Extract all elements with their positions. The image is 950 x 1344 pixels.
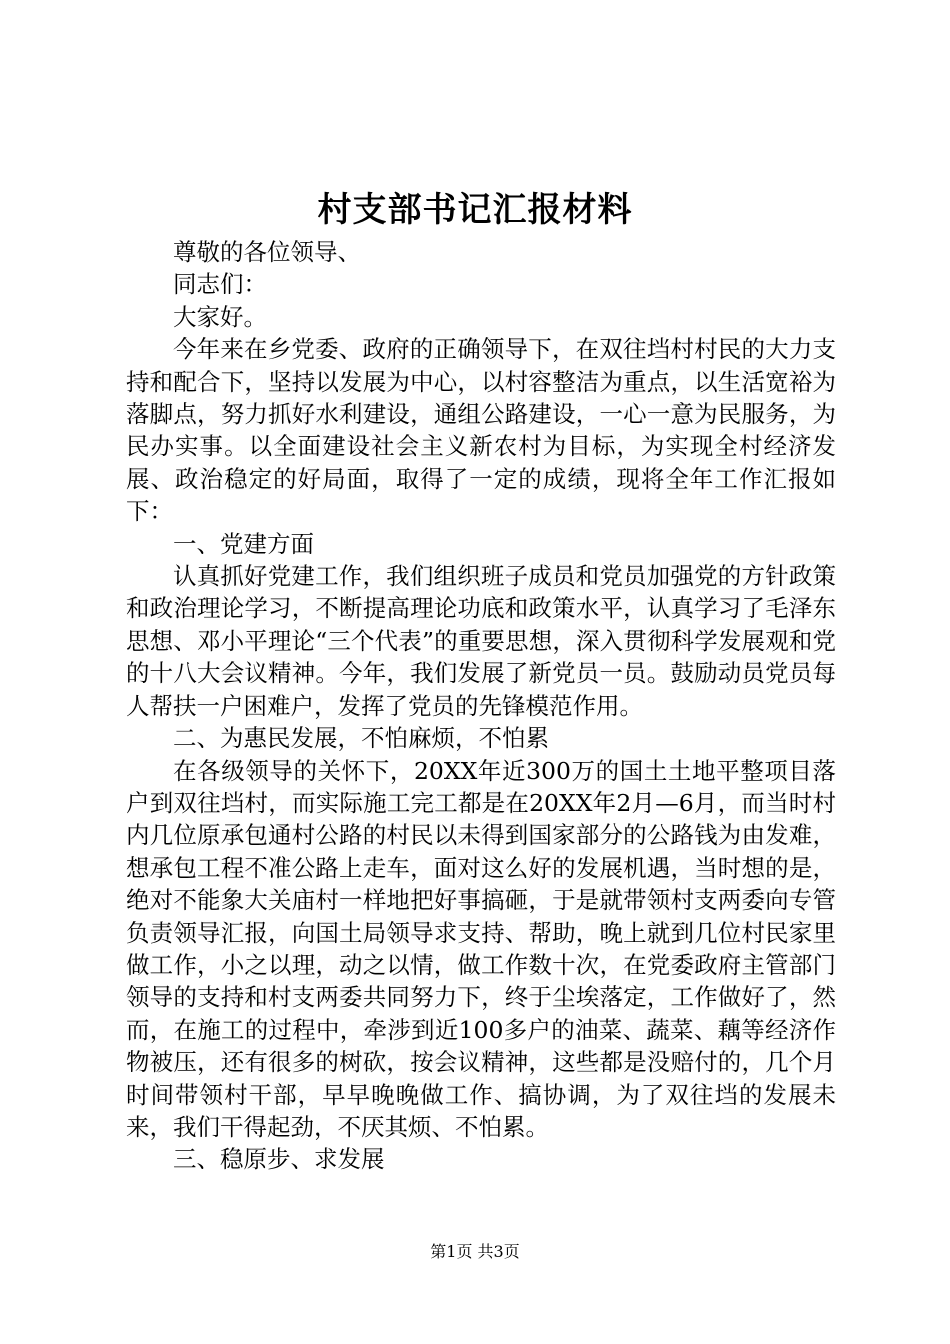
greeting: 大家好。 (173, 302, 267, 331)
section-heading-3: 三、稳原步、求发展 (173, 1145, 385, 1174)
section-paragraph-1: 认真抓好党建工作，我们组织班子成员和党员加强党的方针政策和政治理论学习，不断提高理论功底和政策水平，认真学习了毛泽东思想、邓小平理论“三个代表”的重要思想，深入贯彻科学发展观和党的十八大会议精神。今年，我们发展了新党员一员。鼓励动员党员每人帮扶一户困难户，发挥了党员的先锋模范作用。 (126, 562, 836, 720)
salutation-line-1: 尊敬的各位领导、 (173, 238, 361, 266)
salutation-line-2: 同志们： (173, 270, 267, 299)
section-paragraph-2: 在各级领导的关怀下，20XX年近300万的国土土地平整项目落户到双往垱村，而实际施工完工都是在20XX年2月—6月，而当时村内几位原承包通村公路的村民以未得到国家部分的公路钱为由发难，想承包工程不准公路上走车，面对这么好的发展机遇，当时想的是，绝对不能象大关庙村一样地把好事搞砸，于是就带领村支两委向专管负责领导汇报，向国土局领导求支持、帮助，晚上就到几位村民家里做工作，小之以理，动之以情，做工作数十次，在党委政府主管部门领导的支持和村支两委共同努力下，终于尘埃落定，工作做好了，然而，在施工的过程中，牵涉到近100多户的油菜、蔬菜、藕等经济作物被压，还有很多的树砍，按会议精神，这些都是没赔付的，几个月时间带领村干部，早早晚晚做工作、搞协调，为了双往垱的发展未来，我们干得起劲，不厌其烦、不怕累。 (126, 756, 836, 1141)
section-heading-2: 二、为惠民发展，不怕麻烦，不怕累 (173, 724, 549, 753)
section-heading-1: 一、党建方面 (173, 529, 314, 558)
intro-paragraph: 今年来在乡党委、政府的正确领导下，在双往垱村村民的大力支持和配合下，坚持以发展为中心，以村容整洁为重点，以生活宽裕为落脚点，努力抓好水利建设，通组公路建设，一心一意为民服务，为民办实事。以全面建设社会主义新农村为目标，为实现全村经济发展、政治稳定的好局面，取得了一定的成绩，现将全年工作汇报如下： (126, 335, 836, 526)
page-footer: 第1页 共3页 (430, 1242, 520, 1261)
document-title: 村支部书记汇报材料 (317, 190, 633, 230)
document-body (126, 236, 836, 1176)
